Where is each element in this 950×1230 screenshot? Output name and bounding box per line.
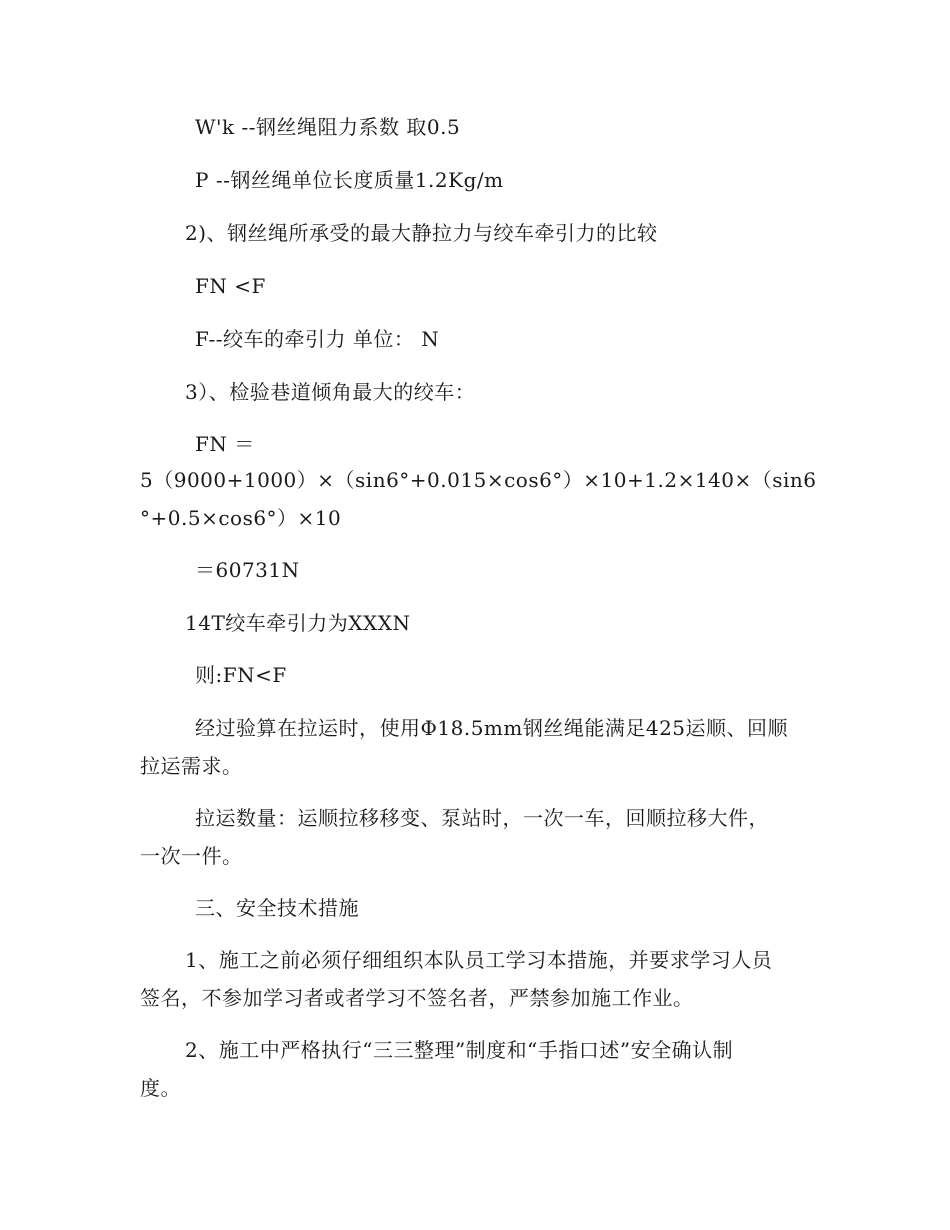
text-line-quantity-1: 拉运数量：运顺拉移移变、泵站时，一次一车，回顺拉移大件， (195, 806, 769, 830)
text-line-p: P --钢丝绳单位长度质量1.2Kg/m (195, 168, 504, 192)
text-line-formula-2: °+0.5×cos6°）×10 (140, 506, 342, 530)
text-line-item-1b: 签名，不参加学习者或者学习不签名者，严禁参加施工作业。 (140, 986, 694, 1010)
text-line-14t: 14T绞车牵引力为XXXN (185, 611, 411, 635)
section-heading-safety: 三、安全技术措施 (195, 896, 359, 920)
text-line-item-2a: 2、施工中严格执行“三三整理”制度和“手指口述”安全确认制 (185, 1038, 734, 1062)
text-line-item-2b: 度。 (140, 1076, 181, 1100)
text-line-check-1: 经过验算在拉运时，使用Φ18.5mm钢丝绳能满足425运顺、回顺 (195, 716, 789, 740)
text-line-item-1a: 1、施工之前必须仔细组织本队员工学习本措施，并要求学习人员 (185, 948, 773, 972)
text-line-fn-lt-f: FN <F (195, 274, 266, 298)
text-line-section-3: 3）、检验巷道倾角最大的绞车： (185, 380, 476, 404)
text-line-wk: W'k --钢丝绳阻力系数 取0.5 (195, 115, 461, 139)
text-line-f-def: F--绞车的牵引力 单位： N (195, 327, 440, 351)
text-line-section-2: 2)、钢丝绳所承受的最大静拉力与绞车牵引力的比较 (185, 221, 658, 245)
text-line-quantity-2: 一次一件。 (140, 844, 243, 868)
text-line-check-2: 拉运需求。 (140, 754, 243, 778)
text-line-formula-1: 5（9000+1000）×（sin6°+0.015×cos6°）×10+1.2×140×（sin6 (140, 468, 817, 492)
text-line-fn-eq: FN ＝ (195, 432, 255, 456)
text-line-result: ＝60731N (195, 558, 300, 582)
text-line-then: 则:FN<F (195, 663, 287, 687)
